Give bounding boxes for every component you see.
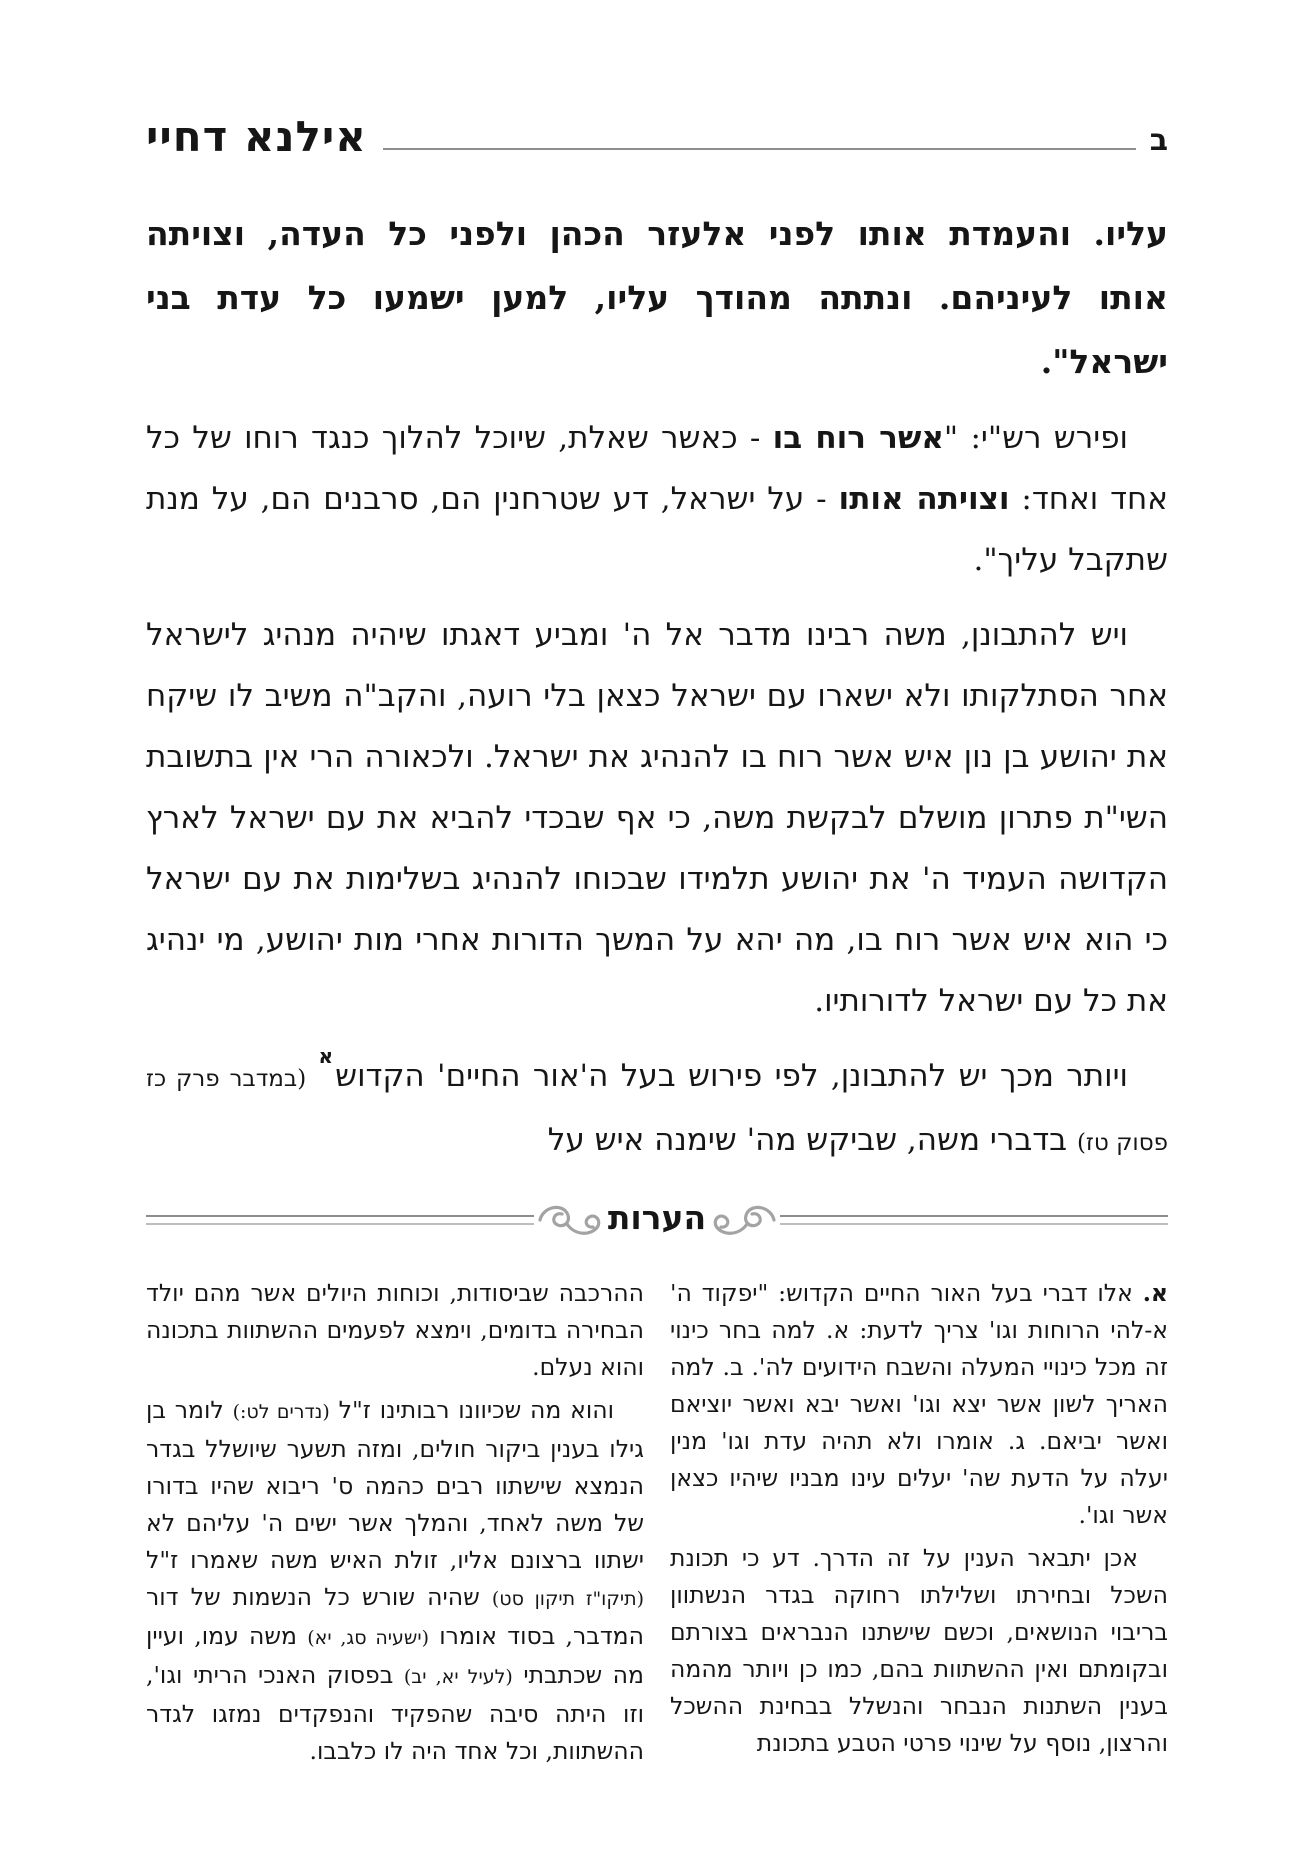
footnotes-section [146, 1275, 1168, 1770]
page-number: ב [1149, 123, 1168, 158]
rashi-dibur-hamatchil-1: אשר רוח בו [772, 420, 944, 456]
footnote-a-paragraph-3: ההרכבה שביסודות, וכוחות היולים אשר מהם יולד הבחירה בדומים, וימצא לפעמים ההשתוות בתכונה והוא נעלם. [146, 1279, 644, 1381]
footnote-text: אלו דברי בעל האור החיים הקדוש: "יפקוד ה' א-להי הרוחות וגו' צריך לדעת: א. למה בחר כינוי זה מכל כינויי המעלה והשבח הידועים לה'. ב. למה האריך לשון אשר יצא וגו' ואשר יבא ואשר יוציאם ואשר יביאם. ג. אומרו ולא תהיה עדת וגו' מנין יעלה על הדעת שה' יעלים עינו מבניו שיהיו כצאן אשר וגו'. [670, 1279, 1168, 1529]
page-header [146, 112, 1168, 161]
footnote-text: בפסוק האנכי הריתי וגו', וזו היתה סיבה שהפקיד והנפקדים נמזגו לגדר ההשתוות, וכל אחד היה לו כלבבו. [146, 1661, 644, 1765]
footnote-text: שהיה שורש כל הנשמות של דור המדבר, בסוד אומרו [146, 1583, 644, 1650]
citation-yeshaya: (ישעיה סג, יא) [307, 1627, 430, 1649]
rashi-intro: ופירש רש"י: " [943, 420, 1128, 456]
commentary-text: ויותר מכך יש להתבונן, לפי פירוש בעל ה'אור החיים' הקדוש [335, 1058, 1128, 1094]
footnote-a-paragraph-1 [670, 1275, 1168, 1534]
footnotes-divider [146, 1198, 1168, 1241]
pasuk-quote-text: עליו. והעמדת אותו לפני אלעזר הכהן ולפני כל העדה, וצויתה אותו לעיניהם. ונתתה מהודך עליו, למען ישמעו כל עדת בני ישראל". [146, 214, 1169, 381]
scroll-ornament-icon [538, 1200, 602, 1240]
footnotes-heading: הערות [607, 1198, 707, 1237]
pasuk-quote-paragraph [146, 202, 1168, 394]
footnote-column-left [146, 1275, 644, 1770]
commentary-paragraph-1: ויש להתבונן, משה רבינו מדבר אל ה' ומביע דאגתו שיהיה מנהיג לישראל אחר הסתלקותו ולא ישארו עם ישראל כצאן בלי רועה, והקב"ה משיב לו שיקח את יהושע בן נון איש אשר רוח בו להנהיג את ישראל. ולכאורה הרי אין בתשובת השי"ת פתרון מושלם לבקשת משה, כי אף שבכדי להביא את עם ישראל לארץ הקדושה העמיד ה' את יהושע תלמידו שבכוחו להנהיג בשלימות את עם ישראל כי הוא איש אשר רוח בו, מה יהא על המשך הדורות אחרי מות יהושע, מי ינהיג את כל עם ישראל לדורותיו. [146, 617, 1168, 1019]
citation-leil: (לעיל יא, יב) [403, 1666, 513, 1688]
footnote-a-paragraph-4 [146, 1392, 644, 1770]
divider-rule-left [146, 1215, 534, 1225]
citation-nedarim: (נדרים לט:) [232, 1401, 330, 1423]
footnote-text: והוא מה שכיוונו רבותינו ז"ל [329, 1396, 614, 1424]
rashi-paragraph [146, 408, 1168, 591]
book-title: אילנא דחיי [146, 112, 367, 161]
rashi-dibur-hamatchil-2: וצויתה אותו [838, 481, 1010, 517]
footnote-letter-marker: א. [1142, 1279, 1168, 1307]
divider-rule-right [780, 1215, 1168, 1225]
commentary-paragraph-2 [146, 1043, 1168, 1174]
footnote-text: משה עמו, ועיין מה שכתבתי [146, 1622, 644, 1689]
footnote-text: לומר בן גילו בענין ביקור חולים, ומזה תשער שיושלל בגדר הנמצא שישתוו רבים כהמה ס' ריבוא שהיו בדורו של משה לאחד, והמלך אשר ישים ה' עליהם לא ישתוו ברצונם אליו, זולת האיש משה שאמרו ז"ל [146, 1396, 644, 1574]
commentary-text-continued: בדברי משה, שביקש מה' שימנה איש על [547, 1122, 1077, 1158]
main-text [146, 202, 1168, 1174]
source-citation: (במדבר פרק כז פסוק טז) [146, 1066, 1168, 1156]
rashi-text-2: - על ישראל, דע שטרחנין הם, סרבנים הם, על מנת שתקבל עליך". [146, 481, 1168, 578]
scroll-ornament-icon [712, 1200, 776, 1240]
header-rule [383, 148, 1136, 150]
footnote-column-right [670, 1275, 1168, 1770]
citation-tikunei-zohar: (תיקו"ז תיקון סט) [491, 1588, 644, 1610]
footnote-ref-marker: א [318, 1043, 334, 1068]
footnote-a-paragraph-2: אכן יתבאר הענין על זה הדרך. דע כי תכונת השכל ובחירתו ושלילתו רחוקה בגדר הנשתוון בריבוי הנושאים, וכשם שישתנו הנבראים בצורתם ובקומתם ואין ההשתוות בהם, כמו כן ויותר מהמה בענין השתנות הנבחר והנשלל בבחינת ההשכל והרצון, נוסף על שינוי פרטי הטבע בתכונת [670, 1544, 1168, 1757]
rashi-text-1: - כאשר שאלת, שיוכל להלוך כנגד רוחו של כל אחד ואחד: [146, 420, 1168, 517]
